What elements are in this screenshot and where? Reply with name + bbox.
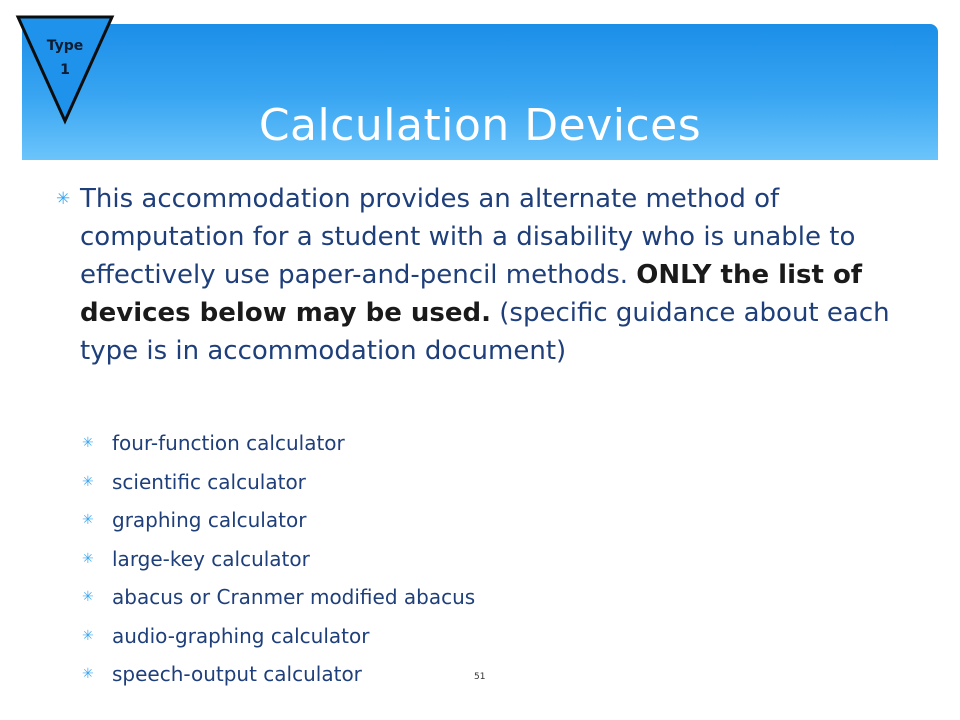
- asterisk-bullet-icon: ✳: [82, 435, 94, 451]
- paragraph-lead: This accommodation provides an alternate method of computation for a student with a disability who is unable to effectively use paper-and-pencil methods.: [80, 184, 856, 290]
- slide-title: Calculation Devices: [258, 100, 702, 151]
- paragraph-bullet: [56, 180, 936, 370]
- list-item: [82, 621, 782, 660]
- asterisk-bullet-icon: ✳: [82, 666, 94, 682]
- page-number: 51: [474, 672, 486, 682]
- device-list: [82, 428, 782, 698]
- asterisk-bullet-icon: ✳: [82, 512, 94, 528]
- list-item: [82, 544, 782, 583]
- paragraph-emphasis: ONLY the list of devices below may be used.: [80, 260, 863, 328]
- device-label: abacus or Cranmer modified abacus: [112, 585, 476, 609]
- asterisk-bullet-icon: ✳: [82, 550, 94, 567]
- paragraph-trail: (specific guidance about each type is in accommodation document): [80, 298, 890, 366]
- list-item: [82, 659, 782, 698]
- badge-line-2: 1: [60, 62, 70, 78]
- asterisk-bullet-icon: ✳: [82, 589, 94, 605]
- asterisk-bullet-icon: ✳: [56, 189, 71, 209]
- device-label: large-key calculator: [112, 546, 310, 571]
- device-label: audio-graphing calculator: [112, 623, 370, 648]
- device-label: graphing calculator: [112, 508, 307, 532]
- list-item: [82, 505, 782, 544]
- badge-label: [14, 34, 116, 82]
- list-item: [82, 428, 782, 467]
- list-item: [82, 467, 782, 506]
- asterisk-bullet-icon: ✳: [82, 627, 94, 644]
- badge-line-1: Type: [46, 38, 84, 54]
- device-label: scientific calculator: [112, 469, 306, 494]
- title-banner: [22, 24, 938, 160]
- asterisk-bullet-icon: ✳: [82, 473, 94, 490]
- device-label: four-function calculator: [112, 431, 345, 455]
- list-item: [82, 582, 782, 621]
- main-paragraph: [56, 180, 936, 370]
- device-label: speech-output calculator: [112, 662, 362, 686]
- type-badge: [14, 14, 116, 126]
